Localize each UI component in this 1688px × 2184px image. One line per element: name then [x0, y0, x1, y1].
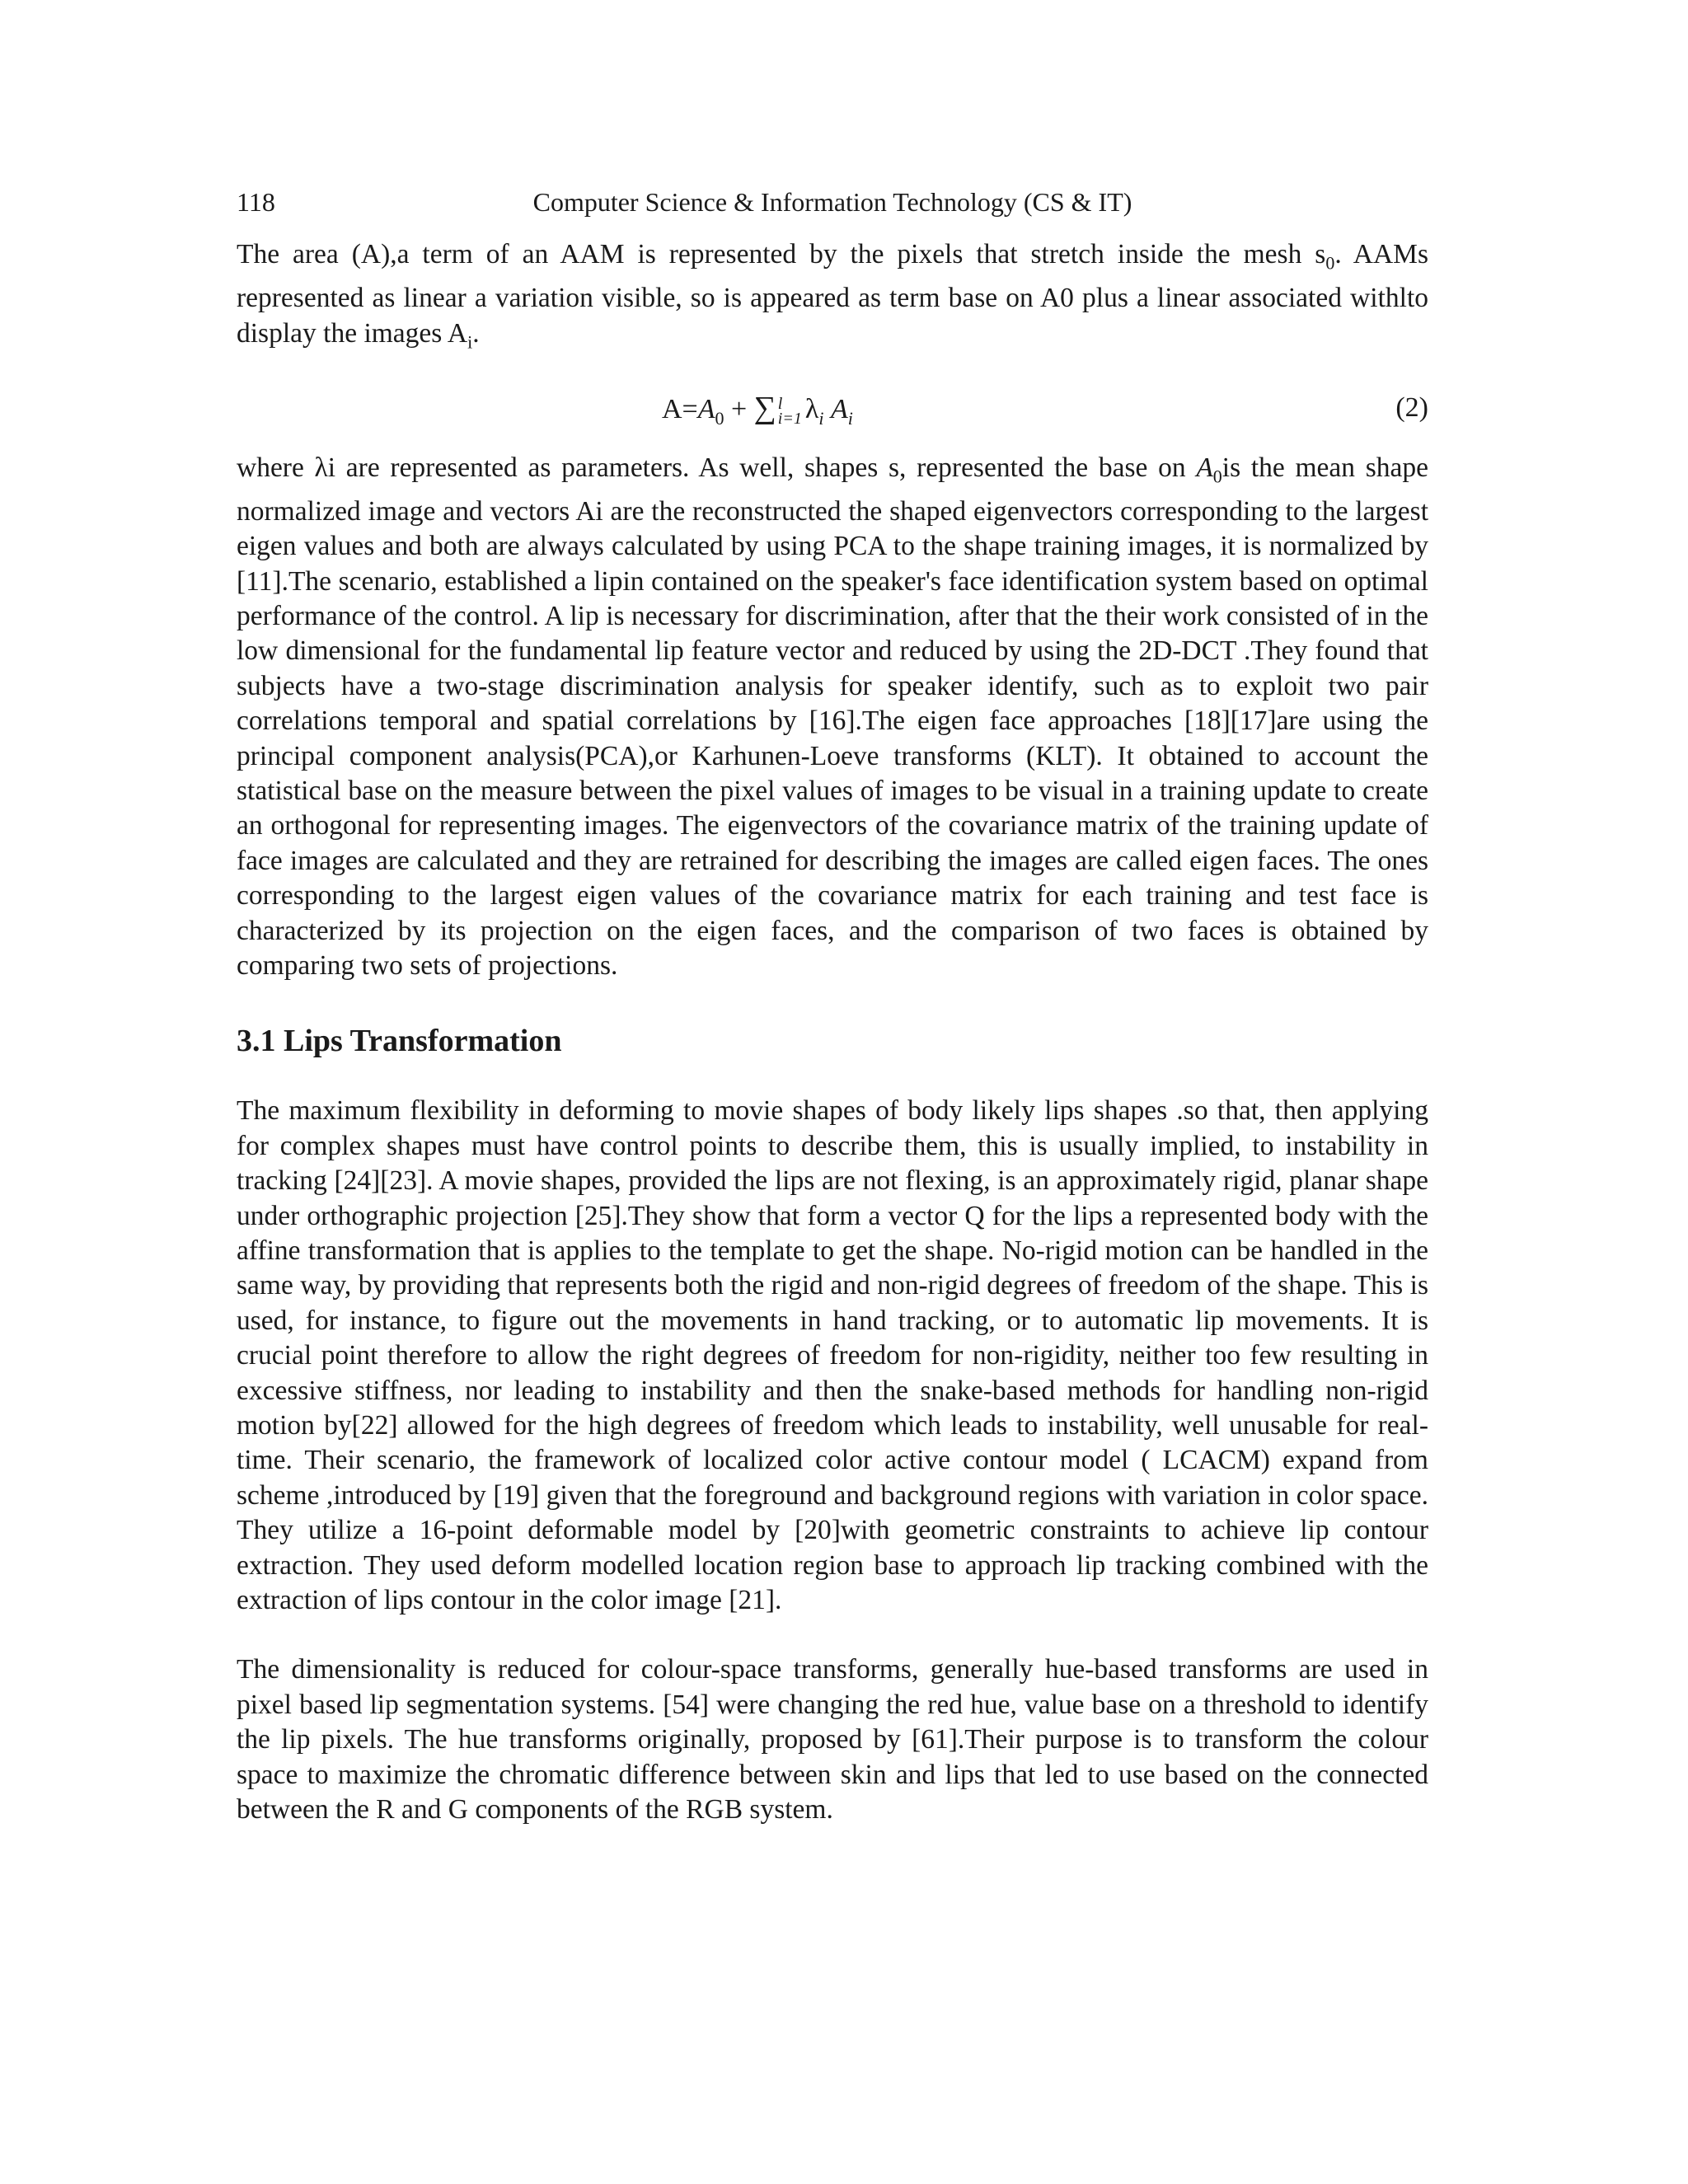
- intro-paragraph: [237, 237, 1428, 360]
- intro-line-3: associated withlto display the images A: [237, 283, 1428, 349]
- page-number: 118: [237, 187, 275, 217]
- equation-lambda: λ: [804, 393, 819, 424]
- paragraph-1-a0: A: [1196, 452, 1213, 483]
- equation-ai-sub: i: [847, 407, 853, 429]
- equation-plus: +: [724, 393, 754, 424]
- paragraph-1: [237, 451, 1428, 984]
- intro-period-1: .: [1334, 239, 1342, 269]
- equation-number: (2): [1395, 391, 1428, 423]
- images-subscript: i: [467, 331, 473, 353]
- equation-2: [237, 382, 1428, 434]
- paragraph-2: The maximum flexibility in deforming to movie shapes of body likely lips shapes .so that, then applying for complex shapes must have control points to describe them, this is usually implied, to instability in tracking [24][23]. A movie shapes, provided the lips are not flexing, is an approximately rigid, planar shape under orthographic projection [25].They show that form a vector Q for the lips a represented body with the affine transformation that is applies to the template to get the shape. No-rigid motion can be handled in the same way, by providing that represents both the rigid and non-rigid degrees of freedom of the shape. This is used, for instance, to figure out the movements in hand tracking, or to automatic lip movements. It is crucial point therefore to allow the right degrees of freedom for non-rigidity, neither too few resulting in excessive stiffness, nor leading to instability and then the snake-based methods for handling non-rigid motion by[22] allowed for the high degrees of freedom which leads to instability, well unusable for real-time. Their scenario, the framework of localized color active contour model ( LCACM) expand from scheme ,introduced by [19] given that the foreground and background regions with variation in color space. They utilize a 16-point deformable model by [20]with geometric constraints to achieve lip contour extraction. They used deform modelled location region base to approach lip tracking combined with the extraction of lips contour in the color image [21].: [237, 1095, 1428, 1616]
- paragraph-1-pre: where λi are represented as parameters. As well, shapes s, represented the base on: [237, 452, 1197, 483]
- journal-title: Computer Science & Information Technology (CS & IT): [532, 187, 1132, 217]
- page-header: [237, 183, 1428, 221]
- paragraph-1-a0-sub: 0: [1212, 466, 1222, 487]
- intro-line-2: AAMs represented as linear a variation visible, so is appeared as term base on A0 plus a linear: [237, 239, 1429, 314]
- equation-lambda-sub: i: [818, 407, 824, 429]
- equation-sum-upper: l: [777, 394, 783, 413]
- equation-sum: ∑: [753, 390, 776, 425]
- intro-period-2: .: [472, 317, 480, 349]
- paragraph-3: The dimensionality is reduced for colour-space transforms, generally hue-based transforms are used in pixel based lip segmentation systems. [54] were changing the red hue, value base on a threshold to identify the lip pixels. The hue transforms originally, proposed by [61].Their purpose is to transform the colour space to maximize the chromatic difference between skin and lips that led to use based on the connected between the R and G components of the RGB system.: [237, 1654, 1428, 1825]
- intro-line-1: The area (A),a term of an AAM is represented by the pixels that stretch inside the mesh s: [237, 239, 1326, 269]
- equation-a0: A: [697, 393, 715, 424]
- equation-sum-lower: i=1: [777, 409, 802, 428]
- mesh-subscript: 0: [1325, 252, 1335, 274]
- equation-a0-sub: 0: [715, 407, 724, 429]
- equation-lhs: A=: [662, 393, 698, 424]
- equation-body: [662, 382, 853, 445]
- page-content: [237, 237, 1428, 1828]
- equation-ai: A: [830, 393, 848, 424]
- section-heading: 3.1 Lips Transformation: [237, 1024, 562, 1059]
- paragraph-1-post: is the mean shape normalized image and vectors Ai are the reconstructed the shaped eigenvectors corresponding to the largest eigen values and both are always calculated by using PCA to the shape training images, it is normalized by [11].The scenario, established a lipin contained on the speaker's face identification system based on optimal performance of the control. A lip is necessary for discrimination, after that the their work consisted of in the low dimensional for the fundamental lip feature vector and reduced by using the 2D-DCT .They found that subjects have a two-stage discrimination analysis for speaker identify, such as to exploit two pair correlations temporal and spatial correlations by [16].The eigen face approaches [18][17]are using the principal component analysis(PCA),or Karhunen-Loeve transforms (KLT). It obtained to account the statistical base on the measure between the pixel values of images to be visual in a training update to create an orthogonal for representing images. The eigenvectors of the covariance matrix of the training update of face images are calculated and they are retrained for describing the images are called eigen faces. The ones corresponding to the largest eigen values of the covariance matrix for each training and test face is characterized by its projection on the eigen faces, and the comparison of two faces is obtained by comparing two sets of projections.: [237, 452, 1429, 981]
- equation-sum-limits: [778, 396, 802, 426]
